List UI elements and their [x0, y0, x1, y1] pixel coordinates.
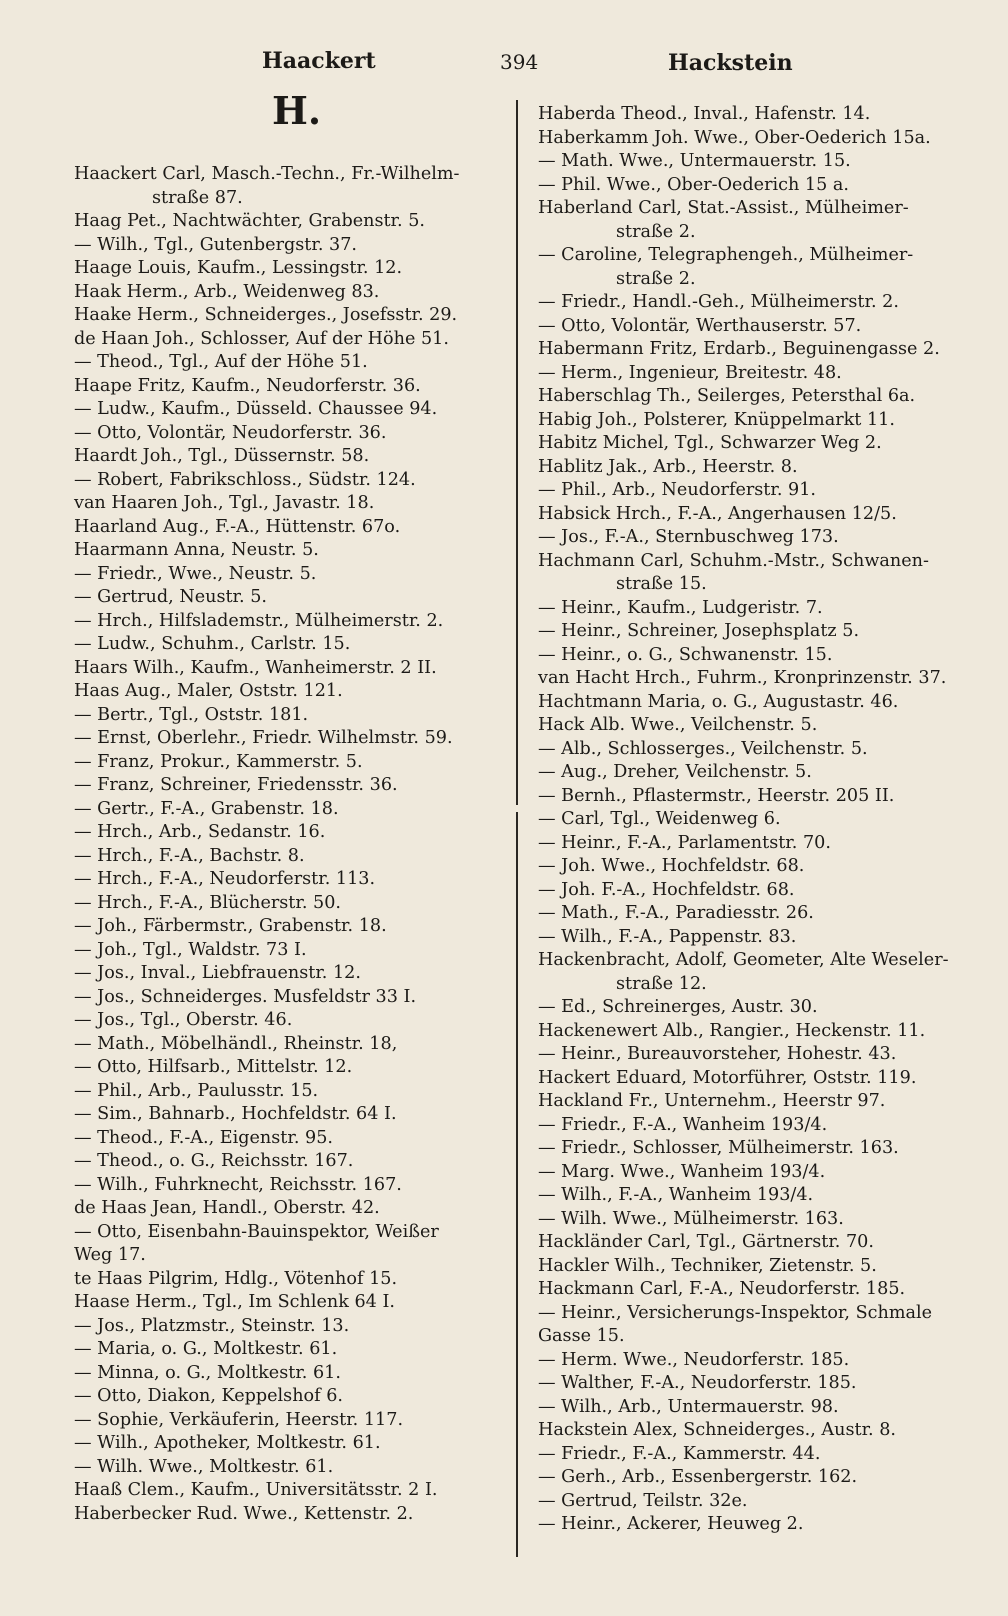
directory-entry: — Hrch., F.-A., Blücherstr. 50. [74, 892, 342, 913]
directory-entry: — Wilh. Wwe., Moltkestr. 61. [74, 1456, 334, 1477]
directory-entry: Haage Louis, Kaufm., Lessingstr. 12. [74, 258, 403, 278]
page-number: 394 [500, 50, 539, 74]
directory-entry: Haake Herm., Schneiderges., Josefsstr. 29. [74, 305, 458, 325]
directory-entry: — Minna, o. G., Moltkestr. 61. [74, 1362, 341, 1383]
directory-entry: — Caroline, Telegraphengeh., Mülheimer- [538, 245, 914, 265]
directory-entry: — Theod., F.-A., Eigenstr. 95. [74, 1127, 333, 1148]
directory-entry: Haarland Aug., F.-A., Hüttenstr. 67o. [74, 516, 401, 537]
directory-entry: Hack Alb. Wwe., Veilchenstr. 5. [538, 715, 818, 735]
entry-continuation: straße 2. [616, 221, 696, 242]
directory-entry: — Sophie, Verkäuferin, Heerstr. 117. [74, 1409, 404, 1430]
directory-entry: — Joh. Wwe., Hochfeldstr. 68. [538, 856, 805, 876]
directory-entry: — Joh. F.-A., Hochfeldstr. 68. [538, 879, 795, 900]
directory-entry: — Wilh., F.-A., Pappenstr. 83. [538, 926, 797, 947]
directory-entry: — Heinr., Schreiner, Josephsplatz 5. [538, 621, 860, 641]
entry-continuation: straße 87. [152, 187, 243, 208]
directory-entry: — Phil., Arb., Paulusstr. 15. [74, 1080, 319, 1101]
header-left-keyword: Haackert [262, 48, 376, 74]
directory-entry: — Sim., Bahnarb., Hochfeldstr. 64 I. [74, 1104, 397, 1124]
directory-entry: — Herm. Wwe., Neudorferstr. 185. [538, 1349, 850, 1370]
directory-entry: — Hrch., F.-A., Bachstr. 8. [74, 845, 305, 866]
directory-entry: — Hrch., F.-A., Neudorferstr. 113. [74, 869, 376, 889]
directory-entry: — Ludw., Schuhm., Carlstr. 15. [74, 634, 351, 654]
directory-entry: — Wilh., Apotheker, Moltkestr. 61. [74, 1433, 381, 1453]
directory-entry: — Phil. Wwe., Ober-Oederich 15 a. [538, 174, 849, 195]
directory-entry: — Jos., Schneiderges. Musfeldstr 33 I. [74, 986, 417, 1007]
directory-entry: Hachtmann Maria, o. G., Augustastr. 46. [538, 691, 899, 712]
directory-entry: — Ernst, Oberlehr., Friedr. Wilhelmstr. 59. [74, 728, 453, 748]
directory-entry: Haase Herm., Tgl., Im Schlenk 64 I. [74, 1292, 395, 1312]
directory-entry: van Haaren Joh., Tgl., Javastr. 18. [74, 493, 375, 513]
directory-entry: — Gerh., Arb., Essenbergerstr. 162. [538, 1467, 858, 1487]
directory-entry: — Joh., Färbermstr., Grabenstr. 18. [74, 916, 387, 936]
header-right-keyword: Hackstein [668, 50, 793, 76]
directory-entry: — Hrch., Arb., Sedanstr. 16. [74, 822, 326, 842]
directory-entry: Haaß Clem., Kaufm., Universitätsstr. 2 I. [74, 1480, 438, 1500]
column-divider-lower [516, 812, 518, 1557]
directory-entry: — Theod., o. G., Reichsstr. 167. [74, 1151, 354, 1171]
directory-entry: Gasse 15. [538, 1326, 625, 1346]
directory-entry: — Carl, Tgl., Weidenweg 6. [538, 809, 781, 829]
directory-entry: Haag Pet., Nachtwächter, Grabenstr. 5. [74, 211, 426, 231]
directory-entry: Hackler Wilh., Techniker, Zietenstr. 5. [538, 1255, 877, 1276]
entry-continuation: straße 12. [616, 973, 707, 994]
right-column [538, 103, 966, 1537]
directory-entry: — Heinr., Ackerer, Heuweg 2. [538, 1514, 804, 1534]
directory-entry: — Friedr., F.-A., Wanheim 193/4. [538, 1114, 828, 1135]
directory-entry: — Friedr., Wwe., Neustr. 5. [74, 563, 317, 584]
directory-entry: Haarmann Anna, Neustr. 5. [74, 540, 319, 560]
directory-entry: Hackenewert Alb., Rangier., Heckenstr. 11. [538, 1020, 926, 1041]
directory-entry: — Robert, Fabrikschloss., Südstr. 124. [74, 469, 416, 490]
directory-entry: — Wilh., Arb., Untermauerstr. 98. [538, 1396, 839, 1417]
directory-entry: Haas Aug., Maler, Oststr. 121. [74, 681, 343, 701]
directory-entry: — Franz, Schreiner, Friedensstr. 36. [74, 775, 398, 795]
column-divider-upper [516, 100, 518, 805]
directory-entry: Habitz Michel, Tgl., Schwarzer Weg 2. [538, 433, 882, 453]
directory-entry: Haberda Theod., Inval., Hafenstr. 14. [538, 104, 871, 124]
directory-entry: de Haas Jean, Handl., Oberstr. 42. [74, 1198, 380, 1218]
directory-entry: — Heinr., Versicherungs-Inspektor, Schmale [538, 1302, 933, 1323]
directory-entry: Haars Wilh., Kaufm., Wanheimerstr. 2 II. [74, 657, 437, 678]
directory-entry: — Aug., Dreher, Veilchenstr. 5. [538, 762, 812, 782]
directory-entry: — Heinr., o. G., Schwanenstr. 15. [538, 644, 833, 665]
directory-entry: Haberland Carl, Stat.-Assist., Mülheimer- [538, 198, 909, 218]
directory-entry: — Math., Möbelhändl., Rheinstr. 18, [74, 1033, 398, 1054]
directory-entry: — Maria, o. G., Moltkestr. 61. [74, 1339, 338, 1359]
directory-entry: — Math. Wwe., Untermauerstr. 15. [538, 151, 851, 171]
directory-entry: — Math., F.-A., Paradiesstr. 26. [538, 903, 814, 923]
directory-entry: — Phil., Arb., Neudorferstr. 91. [538, 480, 817, 500]
directory-entry: Haak Herm., Arb., Weidenweg 83. [74, 281, 380, 302]
directory-entry: Hackstein Alex, Schneiderges., Austr. 8. [538, 1420, 897, 1440]
left-column [74, 163, 500, 1526]
directory-entry: — Wilh., F.-A., Wanheim 193/4. [538, 1185, 814, 1205]
directory-entry: Habig Joh., Polsterer, Knüppelmarkt 11. [538, 409, 895, 430]
directory-entry: Hackert Eduard, Motorführer, Oststr. 119. [538, 1067, 917, 1088]
directory-entry: Haberbecker Rud. Wwe., Kettenstr. 2. [74, 1503, 414, 1524]
directory-entry: Haberschlag Th., Seilerges, Petersthal 6a. [538, 386, 916, 406]
directory-entry: — Theod., Tgl., Auf der Höhe 51. [74, 352, 368, 372]
directory-entry: — Bertr., Tgl., Oststr. 181. [74, 704, 309, 725]
directory-entry: — Gertrud, Teilstr. 32e. [538, 1490, 748, 1511]
directory-entry: — Gertrud, Neustr. 5. [74, 587, 268, 607]
directory-entry: — Franz, Prokur., Kammerstr. 5. [74, 751, 363, 772]
directory-entry: te Haas Pilgrim, Hdlg., Vötenhof 15. [74, 1268, 398, 1289]
directory-entry: Hackmann Carl, F.-A., Neudorferstr. 185. [538, 1279, 906, 1299]
directory-entry: — Friedr., Schlosser, Mülheimerstr. 163. [538, 1138, 899, 1158]
directory-entry: — Marg. Wwe., Wanheim 193/4. [538, 1161, 826, 1182]
directory-entry: van Hacht Hrch., Fuhrm., Kronprinzenstr. 37. [538, 668, 947, 688]
directory-entry: — Heinr., Kaufm., Ludgeristr. 7. [538, 597, 823, 618]
entry-continuation: straße 2. [616, 268, 696, 289]
directory-entry: — Friedr., Handl.-Geh., Mülheimerstr. 2. [538, 292, 899, 312]
section-letter: H. [272, 88, 322, 133]
directory-entry: Hablitz Jak., Arb., Heerstr. 8. [538, 456, 798, 477]
directory-entry: — Jos., Platzmstr., Steinstr. 13. [74, 1315, 350, 1336]
directory-entry: — Wilh., Fuhrknecht, Reichsstr. 167. [74, 1174, 402, 1195]
directory-entry: — Heinr., Bureauvorsteher, Hohestr. 43. [538, 1044, 897, 1064]
directory-entry: Habsick Hrch., F.-A., Angerhausen 12/5. [538, 503, 897, 524]
directory-entry: — Otto, Diakon, Keppelshof 6. [74, 1386, 344, 1406]
directory-entry: — Jos., Inval., Liebfrauenstr. 12. [74, 963, 361, 983]
directory-entry: — Alb., Schlosserges., Veilchenstr. 5. [538, 738, 868, 759]
directory-entry: — Joh., Tgl., Waldstr. 73 I. [74, 939, 307, 960]
directory-entry: — Wilh., Tgl., Gutenbergstr. 37. [74, 234, 358, 255]
directory-entry: — Otto, Volontär, Neudorferstr. 36. [74, 422, 387, 443]
directory-entry: — Otto, Hilfsarb., Mittelstr. 12. [74, 1057, 353, 1077]
directory-entry: Hachmann Carl, Schuhm.-Mstr., Schwanen- [538, 550, 929, 571]
directory-entry: Haape Fritz, Kaufm., Neudorferstr. 36. [74, 375, 421, 396]
directory-entry: Hackland Fr., Unternehm., Heerstr 97. [538, 1091, 886, 1111]
directory-entry: — Otto, Eisenbahn-Bauinspektor, Weißer [74, 1221, 439, 1242]
directory-entry: Haackert Carl, Masch.-Techn., Fr.-Wilhelm- [74, 164, 460, 184]
directory-entry: — Hrch., Hilfslademstr., Mülheimerstr. 2. [74, 610, 444, 631]
directory-entry: — Ludw., Kaufm., Düsseld. Chaussee 94. [74, 399, 438, 419]
entry-continuation: straße 15. [616, 574, 707, 594]
directory-entry: — Gertr., F.-A., Grabenstr. 18. [74, 798, 339, 819]
directory-entry: de Haan Joh., Schlosser, Auf der Höhe 51. [74, 328, 449, 349]
directory-entry: — Wilh. Wwe., Mülheimerstr. 163. [538, 1208, 844, 1229]
directory-entry: — Walther, F.-A., Neudorferstr. 185. [538, 1373, 857, 1393]
directory-entry: Habermann Fritz, Erdarb., Beguinengasse 2. [538, 339, 940, 359]
directory-entry: — Otto, Volontär, Werthauserstr. 57. [538, 315, 862, 336]
directory-entry: Haardt Joh., Tgl., Düssernstr. 58. [74, 446, 370, 466]
directory-entry: — Jos., Tgl., Oberstr. 46. [74, 1010, 293, 1030]
directory-entry: — Bernh., Pflastermstr., Heerstr. 205 II. [538, 785, 895, 806]
directory-entry: Hackländer Carl, Tgl., Gärtnerstr. 70. [538, 1232, 874, 1252]
directory-entry: — Herm., Ingenieur, Breitestr. 48. [538, 362, 842, 383]
directory-entry: Haberkamm Joh. Wwe., Ober-Oederich 15a. [538, 127, 931, 148]
directory-entry: Hackenbracht, Adolf, Geometer, Alte Weseler- [538, 950, 949, 970]
directory-entry: — Jos., F.-A., Sternbuschweg 173. [538, 527, 839, 547]
page-header [0, 44, 1008, 84]
directory-entry: — Friedr., F.-A., Kammerstr. 44. [538, 1443, 821, 1464]
directory-entry: — Heinr., F.-A., Parlamentstr. 70. [538, 832, 831, 853]
directory-entry: Weg 17. [74, 1245, 146, 1265]
directory-entry: — Ed., Schreinerges, Austr. 30. [538, 997, 818, 1017]
